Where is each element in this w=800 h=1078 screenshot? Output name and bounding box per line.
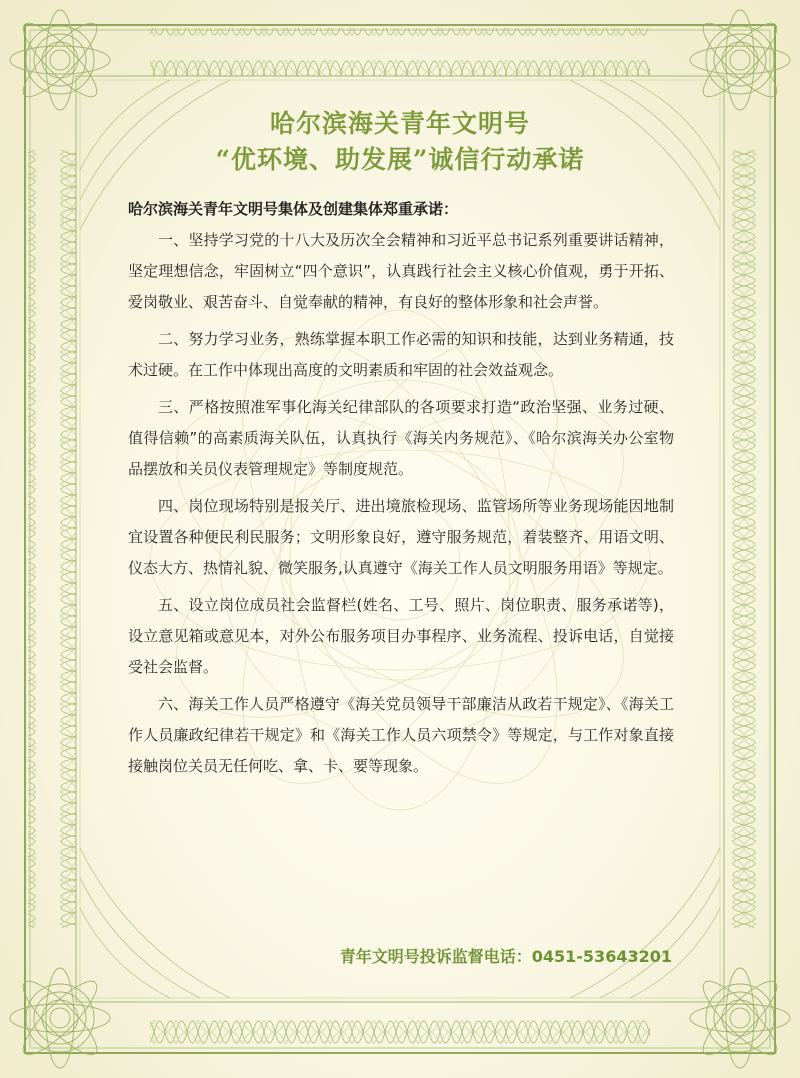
- complaint-hotline: 青年文明号投诉监督电话：0451-53643201: [339, 947, 672, 966]
- page-subtitle: “优环境、助发展”诚信行动承诺: [215, 145, 585, 174]
- commitment-paragraph-4: 四、岗位现场特别是报关厅、进出境旅检现场、监管场所等业务现场能因地制宜设置各种便民利民服务；文明形象良好，遵守服务规范，着装整齐、用语文明、仪态大方、热情礼貌、微笑服务,认真遵守《海关工作人员文明服务用语》等规定。: [128, 497, 674, 577]
- commitment-paragraph-2: 二、努力学习业务，熟练掌握本职工作必需的知识和技能，达到业务精通，技术过硬。在工作中体现出高度的文明素质和牢固的社会效益观念。: [128, 330, 674, 379]
- lead-statement: 哈尔滨海关青年文明号集体及创建集体郑重承诺：: [128, 200, 459, 218]
- commitment-body: [128, 225, 674, 788]
- commitment-paragraph-1: 一、坚持学习党的十八大及历次全会精神和习近平总书记系列重要讲话精神，坚定理想信念，牢固树立“四个意识”，认真践行社会主义核心价值观，勇于开拓、爱岗敬业、艰苦奋斗、自觉奉献的精神，有良好的整体形象和社会声誉。: [128, 231, 674, 311]
- page-title: 哈尔滨海关青年文明号: [269, 109, 530, 138]
- commitment-paragraph-5: 五、设立岗位成员社会监督栏(姓名、工号、照片、岗位职责、服务承诺等)，设立意见箱或意见本，对外公布服务项目办事程序、业务流程、投诉电话，自觉接受社会监督。: [128, 596, 674, 676]
- commitment-paragraph-6: 六、海关工作人员严格遵守《海关党员领导干部廉洁从政若干规定》、《海关工作人员廉政纪律若干规定》和《海关工作人员六项禁令》等规定，与工作对象直接接触岗位关员无任何吃、拿、卡、要等现象。: [128, 695, 674, 775]
- commitment-paragraph-3: 三、严格按照准军事化海关纪律部队的各项要求打造“政治坚强、业务过硬、值得信赖”的高素质海关队伍，认真执行《海关内务规范》、《哈尔滨海关办公室物品摆放和关员仪表管理规定》等制度规范。: [128, 398, 674, 478]
